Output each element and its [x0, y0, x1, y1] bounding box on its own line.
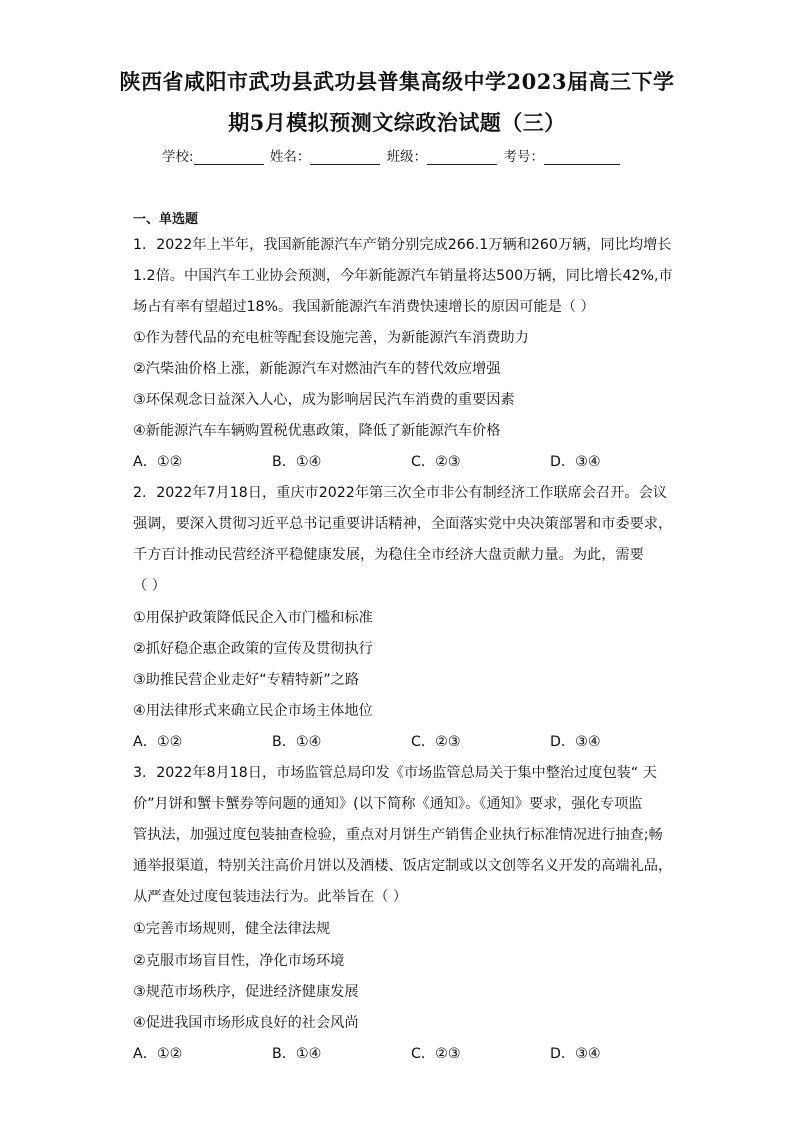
- q1-statement: ③环保观念日益深入人心，成为影响居民汽车消费的重要因素: [133, 392, 515, 408]
- section-title: 一、单选题: [133, 212, 199, 227]
- class-blank[interactable]: [427, 150, 497, 165]
- q3-line: 管执法，加强过度包装抽查检验，重点对月饼生产销售企业执行标准情况进行抽查;畅: [133, 827, 663, 843]
- q1-statement: ①作为替代品的充电桩等配套设施完善，为新能源汽车消费助力: [133, 330, 529, 346]
- q3-option-c[interactable]: C．②③: [411, 1046, 461, 1062]
- class-label: 班级：: [386, 149, 428, 165]
- school-label: 学校:: [162, 149, 194, 165]
- student-info-row: [162, 145, 622, 165]
- id-blank[interactable]: [544, 150, 620, 165]
- q2-option-a[interactable]: A．①②: [133, 734, 183, 750]
- q1-statement: ④新能源汽车车辆购置税优惠政策，降低了新能源汽车价格: [133, 423, 501, 439]
- q1-option-d[interactable]: D．③④: [550, 454, 601, 470]
- q2-statement: ④用法律形式来确立民企市场主体地位: [133, 703, 373, 719]
- q2-line: 2．2022年7月18日，重庆市2022年第三次全市非公有制经济工作联席会召开。会议: [133, 485, 667, 501]
- q1-line: 场占有率有望超过18%。我国新能源汽车消费快速增长的原因可能是（ ）: [133, 299, 595, 315]
- q2-line: 千方百计推动民营经济平稳健康发展，为稳住全市经济大盘贡献力量。为此，需要: [133, 547, 644, 563]
- q1-option-b[interactable]: B．①④: [272, 454, 322, 470]
- q2-option-d[interactable]: D．③④: [550, 734, 601, 750]
- q2-statement: ①用保护政策降低民企入市门槛和标准: [133, 610, 373, 626]
- q3-option-d[interactable]: D．③④: [550, 1046, 601, 1062]
- name-blank[interactable]: [310, 150, 380, 165]
- q3-line: 价”月饼和蟹卡蟹券等问题的通知》(以下简称《通知》。《通知》要求，强化专项监: [133, 796, 643, 812]
- q3-statement: ③规范市场秩序，促进经济健康发展: [133, 984, 359, 1000]
- q3-line: 通举报渠道，特别关注高价月饼以及酒楼、饭店定制或以文创等名义开发的高端礼品，: [133, 858, 673, 874]
- q1-option-c[interactable]: C．②③: [411, 454, 461, 470]
- school-blank[interactable]: [194, 150, 264, 165]
- q3-statement: ②克服市场盲目性，净化市场环境: [133, 953, 345, 969]
- q3-line: 从严查处过度包装违法行为。此举旨在（ ）: [133, 889, 408, 905]
- page-title-line-2: 期5月模拟预测文综政治试题（三）: [228, 110, 566, 135]
- q2-line: 强调，要深入贯彻习近平总书记重要讲话精神，全面落实党中央决策部署和市委要求，: [133, 516, 673, 532]
- q2-option-c[interactable]: C．②③: [411, 734, 461, 750]
- q2-statement: ③助推民营企业走好“专精特新”之路: [133, 672, 360, 688]
- q3-statement: ④促进我国市场形成良好的社会风尚: [133, 1015, 359, 1031]
- page-title-line-1: 陕西省咸阳市武功县武功县普集高级中学2023届高三下学: [119, 69, 675, 94]
- q2-line: （ ）: [133, 578, 166, 594]
- q3-option-a[interactable]: A．①②: [133, 1046, 183, 1062]
- name-label: 姓名：: [269, 149, 311, 165]
- q1-statement: ②汽柴油价格上涨，新能源汽车对燃油汽车的替代效应增强: [133, 361, 501, 377]
- q1-line: 1．2022年上半年，我国新能源汽车产销分别完成266.1万辆和260万辆，同比均增长: [133, 237, 672, 253]
- id-label: 考号：: [503, 149, 544, 165]
- q3-statement: ①完善市场规则，健全法律法规: [133, 921, 331, 937]
- q2-statement: ②抓好稳企惠企政策的宣传及贯彻执行: [133, 641, 373, 657]
- q3-option-b[interactable]: B．①④: [272, 1046, 322, 1062]
- q3-line: 3．2022年8月18日，市场监管总局印发《市场监管总局关于集中整治过度包装“ 天: [133, 765, 657, 781]
- q1-option-a[interactable]: A．①②: [133, 454, 183, 470]
- q1-line: 1.2倍。中国汽车工业协会预测，今年新能源汽车销量将达500万辆，同比增长42%,市: [133, 268, 673, 284]
- q2-option-b[interactable]: B．①④: [272, 734, 322, 750]
